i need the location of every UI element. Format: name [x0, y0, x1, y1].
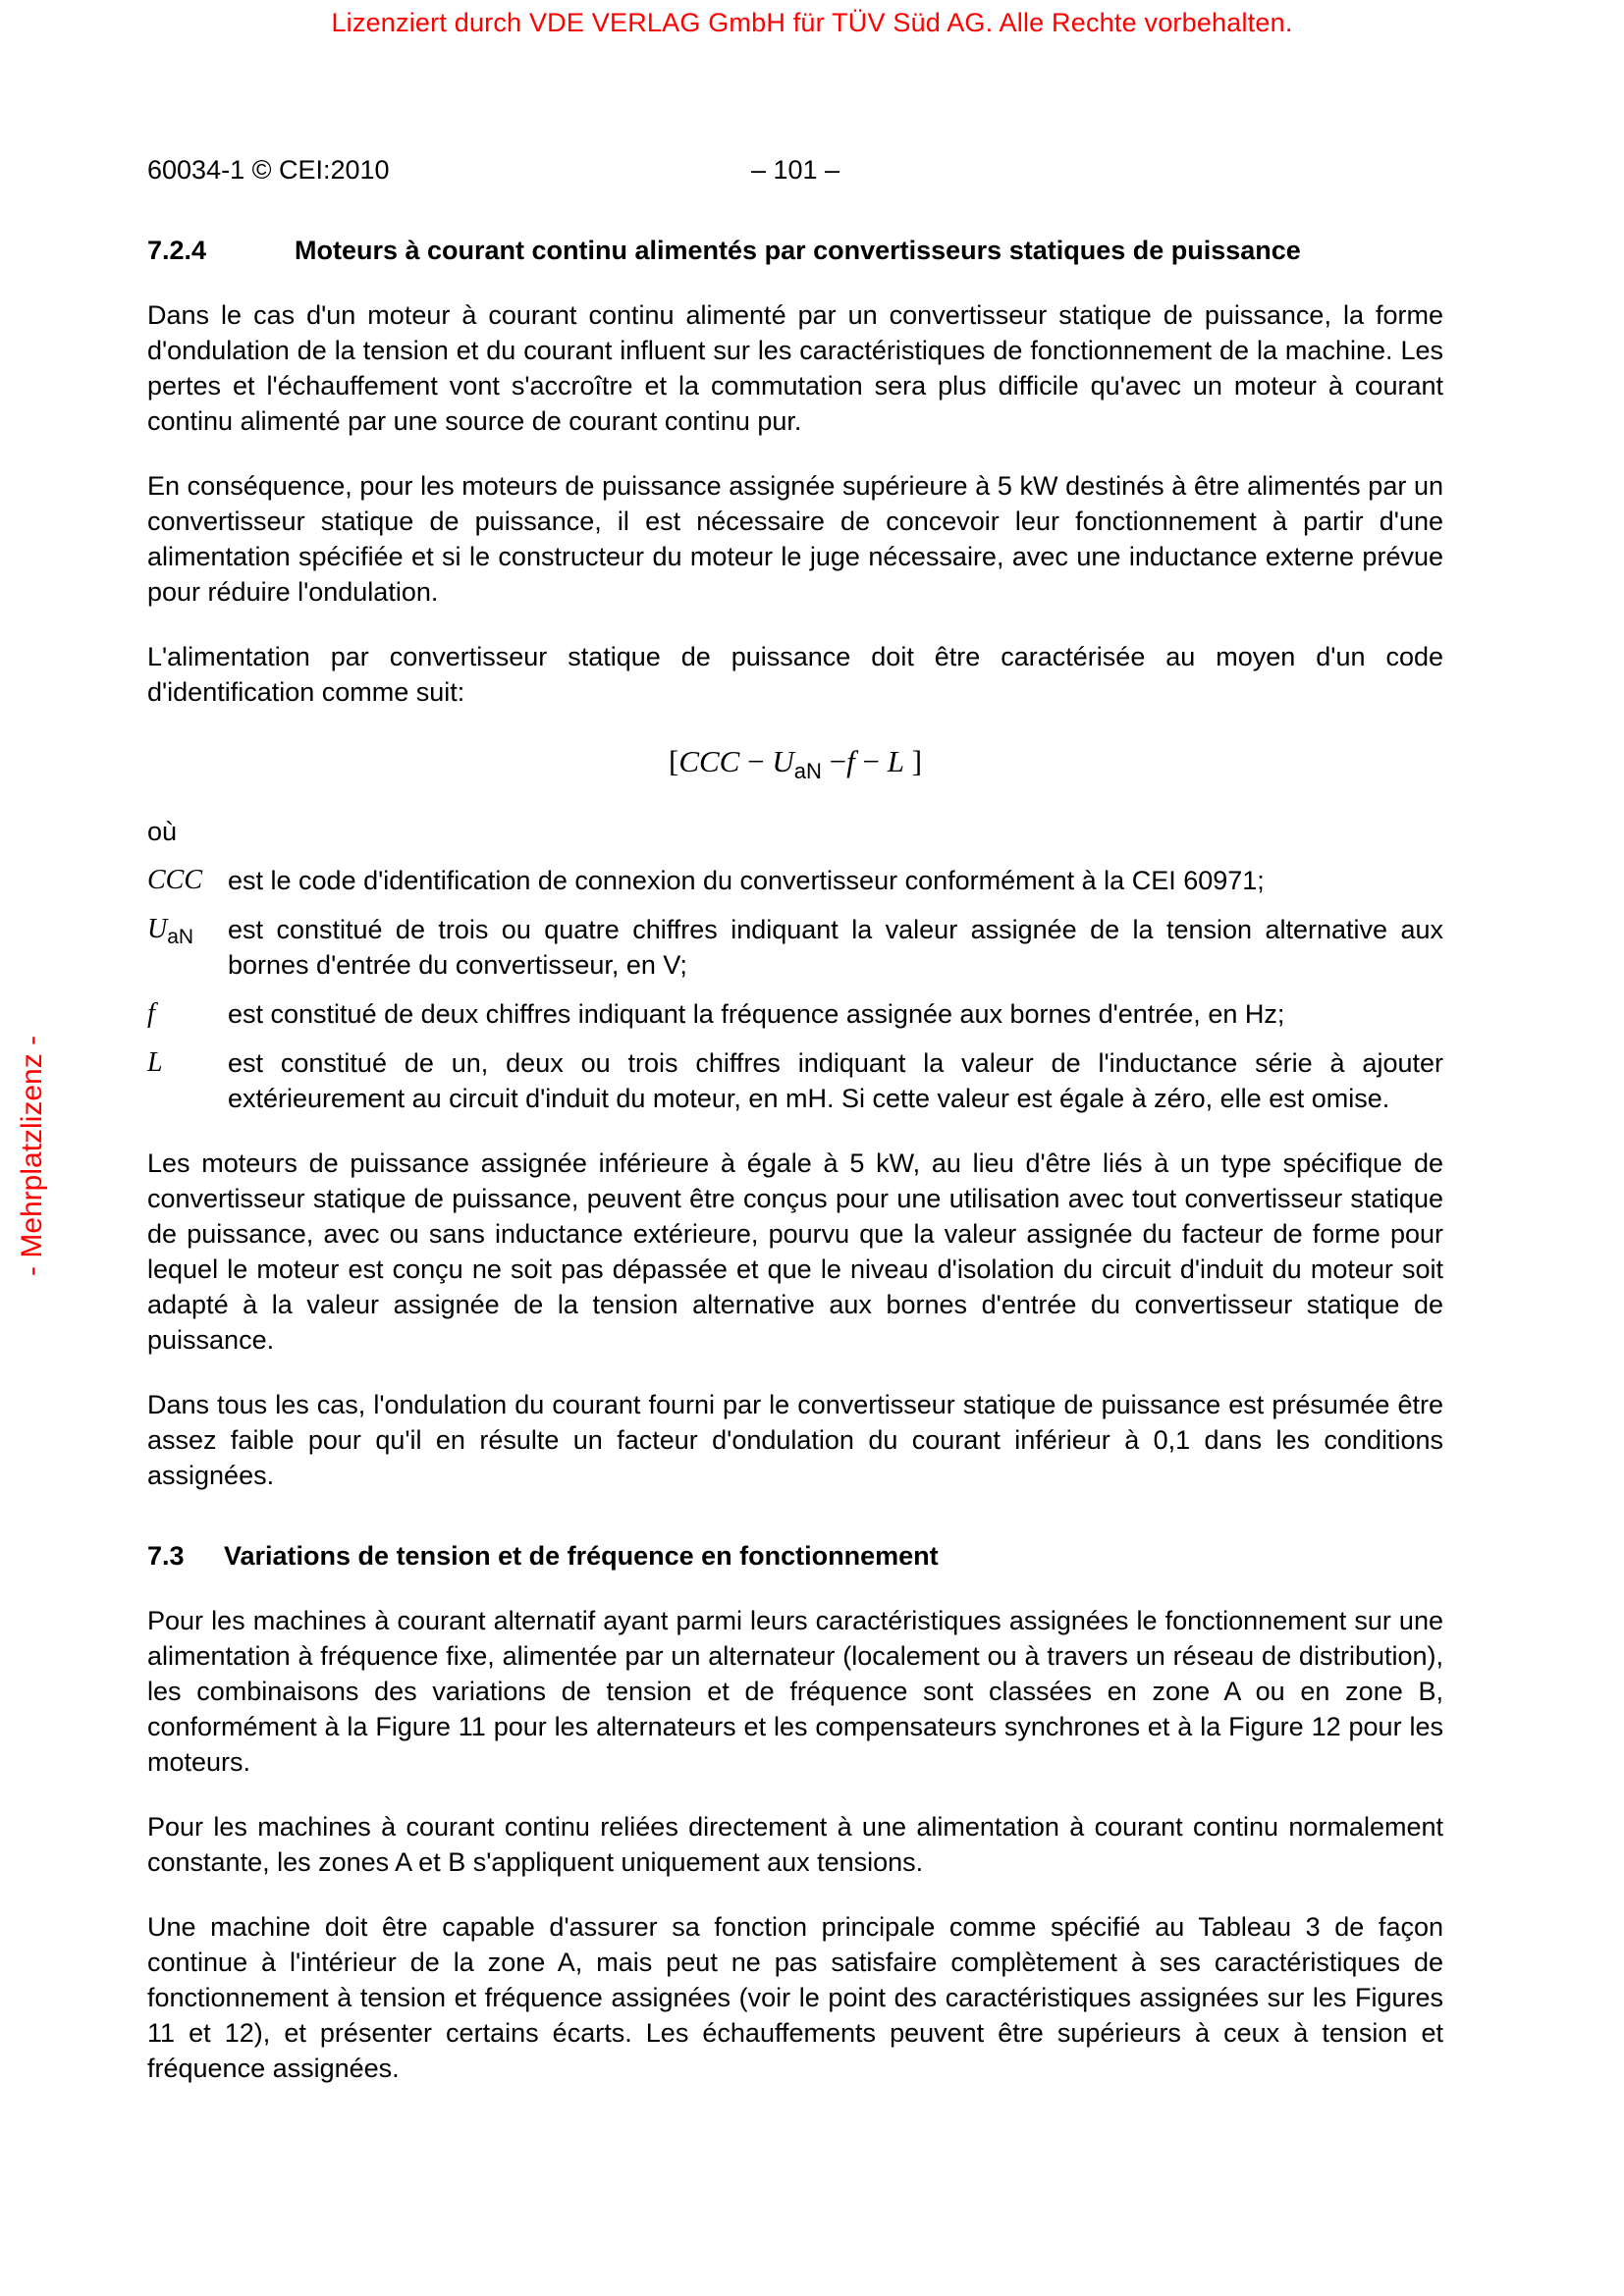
formula-var-u: U — [772, 744, 794, 778]
where-label: où — [147, 817, 178, 846]
formula-minus: − — [747, 744, 765, 778]
page-content — [147, 0, 1443, 2086]
definition-term-uan — [147, 912, 228, 983]
section-title: Moteurs à courant continu alimentés par convertisseurs statiques de puissance — [295, 236, 1301, 265]
paragraph-motors-below-5kw: Les moteurs de puissance assignée inférieure à égale à 5 kW, au lieu d'être liés à un type spécifique de convertisseur statique de puissance, peuvent être conçus pour une utilisation avec tout convertisseur statique de puissance, avec ou sans inductance extérieure, pourvu que la valeur assignée du facteur de forme pour lequel le moteur est conçu ne soit pas dépassée et que le niveau d'isolation du circuit d'induit du moteur soit adapté à la valeur assignée de la tension alternative aux bornes d'entrée du convertisseur statique de puissance. — [147, 1148, 1443, 1355]
definition-text-uan: est constitué de trois ou quatre chiffres indiquant la valeur assignée de la tension alternative aux bornes d'entrée du convertisseur, en V; — [228, 915, 1443, 980]
formula-var-l: L — [887, 744, 904, 778]
section-title: Variations de tension et de fréquence en fonctionnement — [224, 1541, 939, 1571]
watermark-mehrplatzlizenz: - Mehrplatzlizenz - — [16, 1035, 48, 1276]
paragraph-identification-code-intro: L'alimentation par convertisseur statique de puissance doit être caractérisée au moyen d'un code d'identification comme suit: — [147, 642, 1443, 707]
definition-text-f: est constitué de deux chiffres indiquant la fréquence assignée aux bornes d'entrée, en Hz; — [228, 999, 1285, 1029]
formula-var-ccc: CCC — [678, 744, 740, 778]
identification-code-formula — [147, 741, 1443, 782]
formula-subscript-an: aN — [793, 759, 822, 783]
license-banner: Lizenziert durch VDE VERLAG GmbH für TÜV Süd AG. Alle Rechte vorbehalten. — [331, 8, 1293, 37]
section-heading-7-2-4 — [147, 233, 1443, 268]
document-reference: 60034-1 © CEI:2010 — [147, 155, 390, 185]
definition-term-uan-symbol: U — [147, 914, 168, 944]
section-heading-7-3 — [147, 1538, 1443, 1574]
paragraph-dc-machines-zones: Pour les machines à courant continu reliées directement à une alimentation à courant continu normalement constante, les zones A et B s'appliquent uniquement aux tensions. — [147, 1812, 1443, 1877]
formula-var-f: f — [846, 744, 855, 778]
paragraph-ripple-factor: Dans tous les cas, l'ondulation du courant fourni par le convertisseur statique de puissance est présumée être assez faible pour qu'il en résulte un facteur d'ondulation du courant inférieur à 0,1 dans les conditions assignées. — [147, 1390, 1443, 1490]
definition-item-uan — [147, 912, 1443, 983]
page-header — [147, 152, 1443, 187]
definition-term-uan-subscript: aN — [167, 926, 194, 948]
paragraph-zone-a-operation: Une machine doit être capable d'assurer sa fonction principale comme spécifié au Tableau 3 de façon continue à l'intérieur de la zone A, mais peut ne pas satisfaire complètement à ses caractéristiques de fonctionnement à tension et fréquence assignées (voir le point des caractéristiques assignées sur les Figures 11 et 12), et présenter certains écarts. Les échauffements peuvent être supérieurs à ceux à tension et fréquence assignées. — [147, 1912, 1443, 2083]
paragraph-motors-above-5kw: En conséquence, pour les moteurs de puissance assignée supérieure à 5 kW destinés à être alimentés par un convertisseur statique de puissance, il est nécessaire de concevoir leur fonctionnement à partir d'une alimentation spécifiée et si le constructeur du moteur le juge nécessaire, avec une inductance externe prévue pour réduire l'ondulation. — [147, 471, 1443, 607]
definition-item-f — [147, 996, 1443, 1032]
formula-minus: − — [829, 744, 847, 778]
paragraph-dc-motor-converter: Dans le cas d'un moteur à courant continu alimenté par un convertisseur statique de puissance, la forme d'ondulation de la tension et du courant influent sur les caractéristiques de fonctionnement de la machine. Les pertes et l'échauffement vont s'accroître et la commutation sera plus difficile qu'avec un moteur à courant continu alimenté par une source de courant continu pur. — [147, 300, 1443, 436]
formula-bracket-close: ] — [911, 744, 923, 778]
section-number: 7.3 — [147, 1541, 185, 1571]
page-number: – 101 – — [750, 155, 840, 185]
definition-term-ccc: CCC — [147, 865, 203, 895]
definition-list — [147, 863, 1443, 1116]
definition-term-l: L — [147, 1047, 163, 1078]
definition-text-ccc: est le code d'identification de connexion du convertisseur conformément à la CEI 60971; — [228, 866, 1265, 895]
definition-term-f: f — [147, 998, 155, 1029]
formula-minus: − — [862, 744, 880, 778]
paragraph-ac-machines-zones: Pour les machines à courant alternatif ayant parmi leurs caractéristiques assignées le fonctionnement sur une alimentation à fréquence fixe, alimentée par un alternateur (localement ou à travers un réseau de distribution), les combinaisons des variations de tension et de fréquence sont classées en zone A ou en zone B, conformément à la Figure 11 pour les alternateurs et les compensateurs synchrones et à la Figure 12 pour les moteurs. — [147, 1606, 1443, 1777]
definition-text-l: est constitué de un, deux ou trois chiffres indiquant la valeur de l'inductance série à ajouter extérieurement au circuit d'induit du moteur, en mH. Si cette valeur est égale à zéro, elle est omise. — [228, 1048, 1443, 1113]
section-number: 7.2.4 — [147, 236, 207, 265]
definition-item-l — [147, 1045, 1443, 1116]
formula-bracket-open: [ — [668, 744, 679, 778]
definition-item-ccc — [147, 863, 1443, 898]
